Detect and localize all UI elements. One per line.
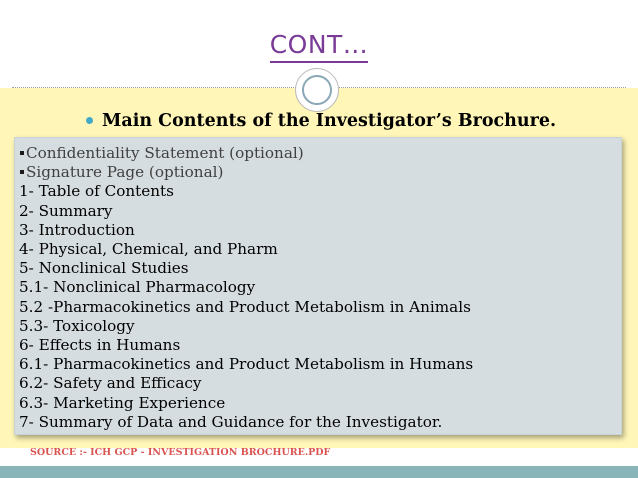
slide-title xyxy=(0,30,638,59)
contents-item xyxy=(19,259,621,278)
contents-item-text: 2- Summary xyxy=(19,201,113,220)
bullet-heading-text: Main Contents of the Investigator’s Brochure. xyxy=(102,111,557,131)
contents-item xyxy=(19,144,621,163)
contents-item xyxy=(19,413,621,432)
contents-item-text: Confidentiality Statement (optional) xyxy=(26,144,304,162)
contents-item-text: 4- Physical, Chemical, and Pharm xyxy=(19,240,278,259)
contents-item xyxy=(19,240,621,259)
square-bullet-icon xyxy=(20,151,24,155)
contents-item xyxy=(19,202,621,221)
contents-item xyxy=(19,278,621,297)
contents-item-text: 5.1- Nonclinical Pharmacology xyxy=(19,278,256,297)
contents-item-text: 6.2- Safety and Efficacy xyxy=(19,374,202,393)
contents-item-text: Signature Page (optional) xyxy=(26,163,224,182)
contents-item xyxy=(19,374,621,393)
source-citation: SOURCE :- ICH GCP - INVESTIGATION BROCHURE.PDF xyxy=(30,447,331,458)
contents-item-text: 6.1- Pharmacokinetics and Product Metabolism in Humans xyxy=(19,355,474,374)
contents-panel xyxy=(14,137,622,435)
contents-item-text: 5.2 -Pharmacokinetics and Product Metabolism in Animals xyxy=(19,297,471,316)
contents-item xyxy=(19,355,621,374)
contents-item-text: 3- Introduction xyxy=(19,220,135,239)
slide-title-text: CONT… xyxy=(270,30,369,63)
contents-item-text: 5.3- Toxicology xyxy=(19,316,135,335)
contents-item xyxy=(19,182,621,201)
footer-bar xyxy=(0,466,638,478)
contents-item xyxy=(19,221,621,240)
circle-ornament-inner xyxy=(302,75,332,105)
contents-item-text: 1- Table of Contents xyxy=(19,182,174,201)
bullet-dot-icon xyxy=(86,117,93,124)
contents-item-text: 7- Summary of Data and Guidance for the Investigator. xyxy=(19,412,443,431)
contents-item-text: 5- Nonclinical Studies xyxy=(19,259,189,278)
contents-item xyxy=(19,336,621,355)
contents-item-text: 6.3- Marketing Experience xyxy=(19,393,226,412)
contents-item xyxy=(19,317,621,336)
circle-ornament-icon xyxy=(295,68,339,112)
contents-item xyxy=(19,163,621,182)
contents-item xyxy=(19,394,621,413)
contents-item xyxy=(19,298,621,317)
contents-item-text: 6- Effects in Humans xyxy=(19,336,181,355)
square-bullet-icon xyxy=(20,170,24,174)
bullet-heading xyxy=(102,111,556,131)
